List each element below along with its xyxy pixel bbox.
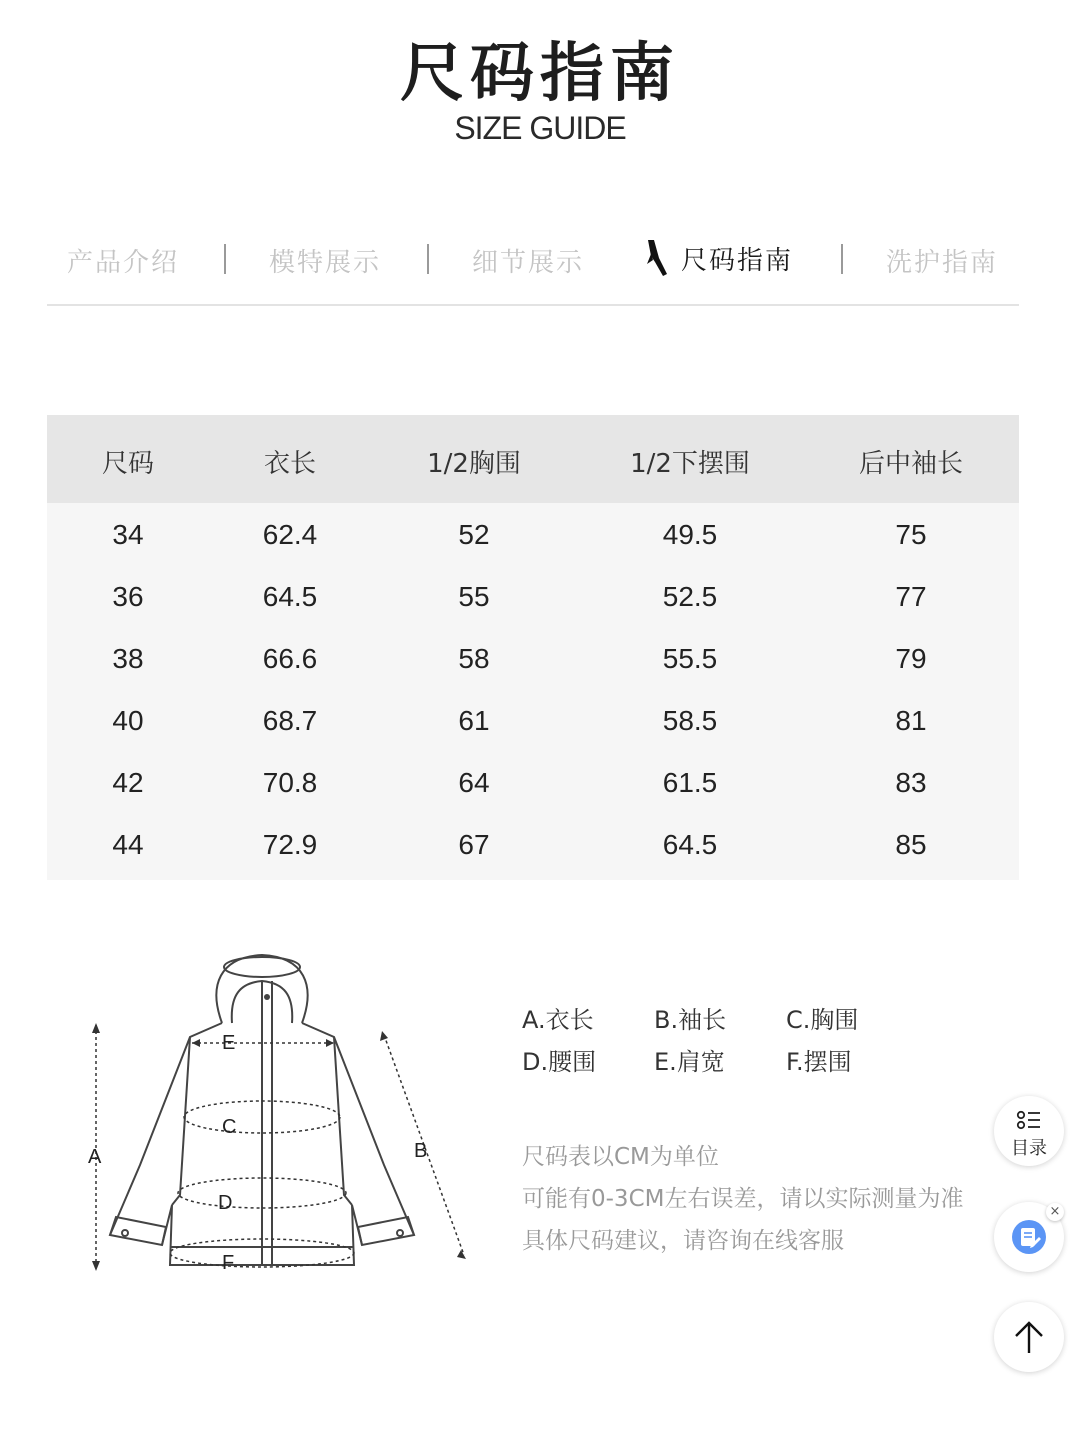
cell-length: 72.9 <box>262 829 318 860</box>
diagram-label-e: E <box>222 1032 236 1054</box>
cell-chest: 64 <box>458 767 490 798</box>
diagram-label-c: C <box>222 1116 237 1138</box>
zipper-pull <box>264 994 270 1000</box>
size-table <box>47 415 1019 880</box>
tab-detail-show[interactable] <box>472 242 584 279</box>
tab-product-intro[interactable] <box>67 242 179 279</box>
cell-length: 66.6 <box>262 643 318 674</box>
legend-item: A.衣长 <box>522 1006 594 1034</box>
cell-size: 34 <box>112 519 144 550</box>
tab-label: 模特展示 <box>269 248 382 278</box>
cell-size: 42 <box>112 767 144 798</box>
table-header <box>47 415 1019 503</box>
col-header-hem: 1/2下摆围 <box>630 449 750 479</box>
back-to-top-button[interactable] <box>994 1302 1064 1372</box>
needle-icon <box>645 238 671 285</box>
col-header-chest: 1/2胸围 <box>427 449 521 479</box>
legend-item: F.摆围 <box>786 1048 852 1076</box>
col-header-sleeve: 后中袖长 <box>858 449 963 479</box>
tab-label: 产品介绍 <box>67 248 180 278</box>
tab-size-guide[interactable] <box>645 238 793 285</box>
section-tabs <box>47 236 1019 288</box>
cell-sleeve: 81 <box>895 705 927 736</box>
cell-length: 70.8 <box>262 767 318 798</box>
cell-chest: 58 <box>458 643 490 674</box>
cell-hem: 52.5 <box>662 581 718 612</box>
note-line: 具体尺码建议，请咨询在线客服 <box>522 1228 844 1254</box>
close-icon[interactable]: × <box>1046 1203 1064 1221</box>
legend-item: C.胸围 <box>786 1006 859 1034</box>
diagram-label-a: A <box>88 1146 102 1168</box>
page-title: 尺码指南 <box>400 37 680 111</box>
cell-size: 40 <box>112 705 144 736</box>
cell-length: 68.7 <box>262 705 318 736</box>
diagram-label-b: B <box>414 1140 428 1162</box>
cell-sleeve: 77 <box>895 581 927 612</box>
tab-label: 尺码指南 <box>681 246 794 276</box>
cell-size: 36 <box>112 581 144 612</box>
cell-hem: 55.5 <box>662 643 718 674</box>
diagram-label-d: D <box>218 1192 233 1214</box>
cell-sleeve: 75 <box>895 519 927 550</box>
tab-label: 细节展示 <box>472 248 585 278</box>
cell-length: 64.5 <box>262 581 318 612</box>
col-header-size: 尺码 <box>101 449 154 479</box>
col-header-length: 衣长 <box>263 449 316 479</box>
document-icon <box>1011 1219 1047 1255</box>
tabs-divider <box>47 304 1019 306</box>
note-line: 可能有0-3CM左右误差，请以实际测量为准 <box>522 1186 964 1212</box>
tab-care-guide[interactable] <box>886 242 998 279</box>
page-subtitle: SIZE GUIDE <box>454 110 626 146</box>
cell-size: 38 <box>112 643 144 674</box>
tab-separator <box>427 244 429 274</box>
cell-size: 44 <box>112 829 144 860</box>
list-icon <box>1016 1110 1042 1132</box>
diagram-label-f: F <box>222 1252 235 1274</box>
cell-length: 62.4 <box>262 519 318 550</box>
cell-hem: 58.5 <box>662 705 718 736</box>
cell-chest: 52 <box>458 519 490 550</box>
cell-chest: 55 <box>458 581 490 612</box>
tab-separator <box>841 244 843 274</box>
legend-item: B.袖长 <box>654 1006 727 1034</box>
cell-hem: 49.5 <box>662 519 718 550</box>
toc-button[interactable] <box>994 1096 1064 1166</box>
tab-label: 洗护指南 <box>886 248 999 278</box>
toc-label: 目录 <box>1011 1138 1047 1159</box>
legend-item: E.肩宽 <box>654 1048 725 1076</box>
cell-sleeve: 83 <box>895 767 927 798</box>
cell-chest: 61 <box>458 705 490 736</box>
tab-separator <box>224 244 226 274</box>
cell-hem: 61.5 <box>662 767 718 798</box>
tab-model-show[interactable] <box>269 242 381 279</box>
cell-chest: 67 <box>458 829 490 860</box>
cell-sleeve: 79 <box>895 643 927 674</box>
legend-item: D.腰围 <box>522 1048 597 1076</box>
arrow-up-icon <box>1013 1319 1045 1355</box>
jacket-measurement-diagram <box>80 945 480 1285</box>
cell-sleeve: 85 <box>895 829 927 860</box>
note-line: 尺码表以CM为单位 <box>522 1144 719 1170</box>
cell-hem: 64.5 <box>662 829 718 860</box>
